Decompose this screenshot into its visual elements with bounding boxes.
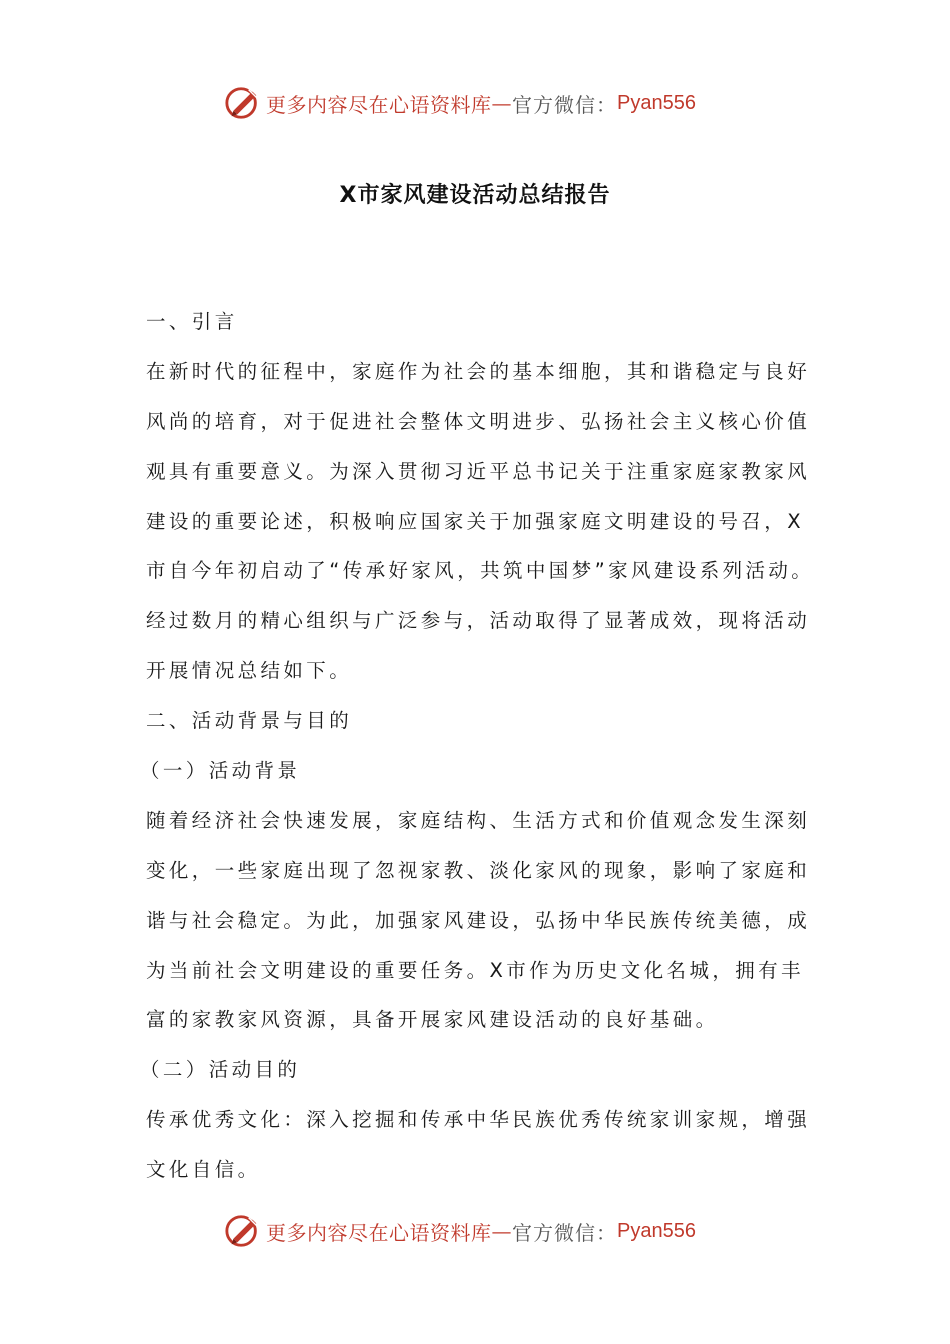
section-heading-introduction: 一、引言 [146, 310, 238, 333]
pen-logo-icon [224, 84, 262, 122]
paragraph-line: 经过数月的精心组织与广泛参与，活动取得了显著成效，现将活动 [146, 609, 811, 633]
paragraph-line: 为当前社会文明建设的重要任务。X市作为历史文化名城，拥有丰 [146, 958, 804, 982]
banner-wechat-id: Pyan556 [617, 1219, 696, 1242]
paragraph-line: 文化自信。 [146, 1158, 261, 1182]
paragraph-line: 变化，一些家庭出现了忽视家教、淡化家风的现象，影响了家庭和 [146, 858, 811, 882]
paragraph-line: 建设的重要论述，积极响应国家关于加强家庭文明建设的号召，X [146, 509, 804, 533]
subsection-heading-purpose: （二）活动目的 [140, 1058, 301, 1082]
banner-wechat-label: 官方微信： [512, 1220, 617, 1245]
header-watermark-banner [224, 83, 696, 123]
banner-dash: — [491, 91, 512, 115]
banner-wechat-id: Pyan556 [617, 91, 696, 114]
document-body [140, 297, 816, 1195]
banner-main-text: 更多内容尽在心语资料库 [266, 92, 492, 117]
paragraph-line: 在新时代的征程中，家庭作为社会的基本细胞，其和谐稳定与良好 [146, 359, 811, 383]
document-title: X市家风建设活动总结报告 [339, 183, 611, 208]
section-heading-background-purpose: 二、活动背景与目的 [146, 709, 353, 733]
paragraph-line: 观具有重要意义。为深入贯彻习近平总书记关于注重家庭家教家风 [146, 459, 811, 483]
banner-wechat-label: 官方微信： [512, 92, 617, 117]
banner-dash: — [491, 1219, 512, 1243]
paragraph-line: 谐与社会稳定。为此，加强家风建设，弘扬中华民族传统美德，成 [146, 908, 811, 932]
pen-logo-icon [224, 1212, 262, 1250]
paragraph-line: 市自今年初启动了“传承好家风，共筑中国梦”家风建设系列活动。 [146, 559, 815, 583]
paragraph-line: 开展情况总结如下。 [146, 659, 353, 683]
paragraph-line: 随着经济社会快速发展，家庭结构、生活方式和价值观念发生深刻 [146, 808, 811, 832]
paragraph-line: 传承优秀文化：深入挖掘和传承中华民族优秀传统家训家规，增强 [146, 1108, 811, 1132]
footer-watermark-banner [224, 1211, 696, 1251]
paragraph-line: 富的家教家风资源，具备开展家风建设活动的良好基础。 [146, 1008, 719, 1032]
paragraph-line: 风尚的培育，对于促进社会整体文明进步、弘扬社会主义核心价值 [146, 409, 811, 433]
subsection-heading-background: （一）活动背景 [140, 759, 301, 783]
banner-main-text: 更多内容尽在心语资料库 [266, 1220, 492, 1245]
